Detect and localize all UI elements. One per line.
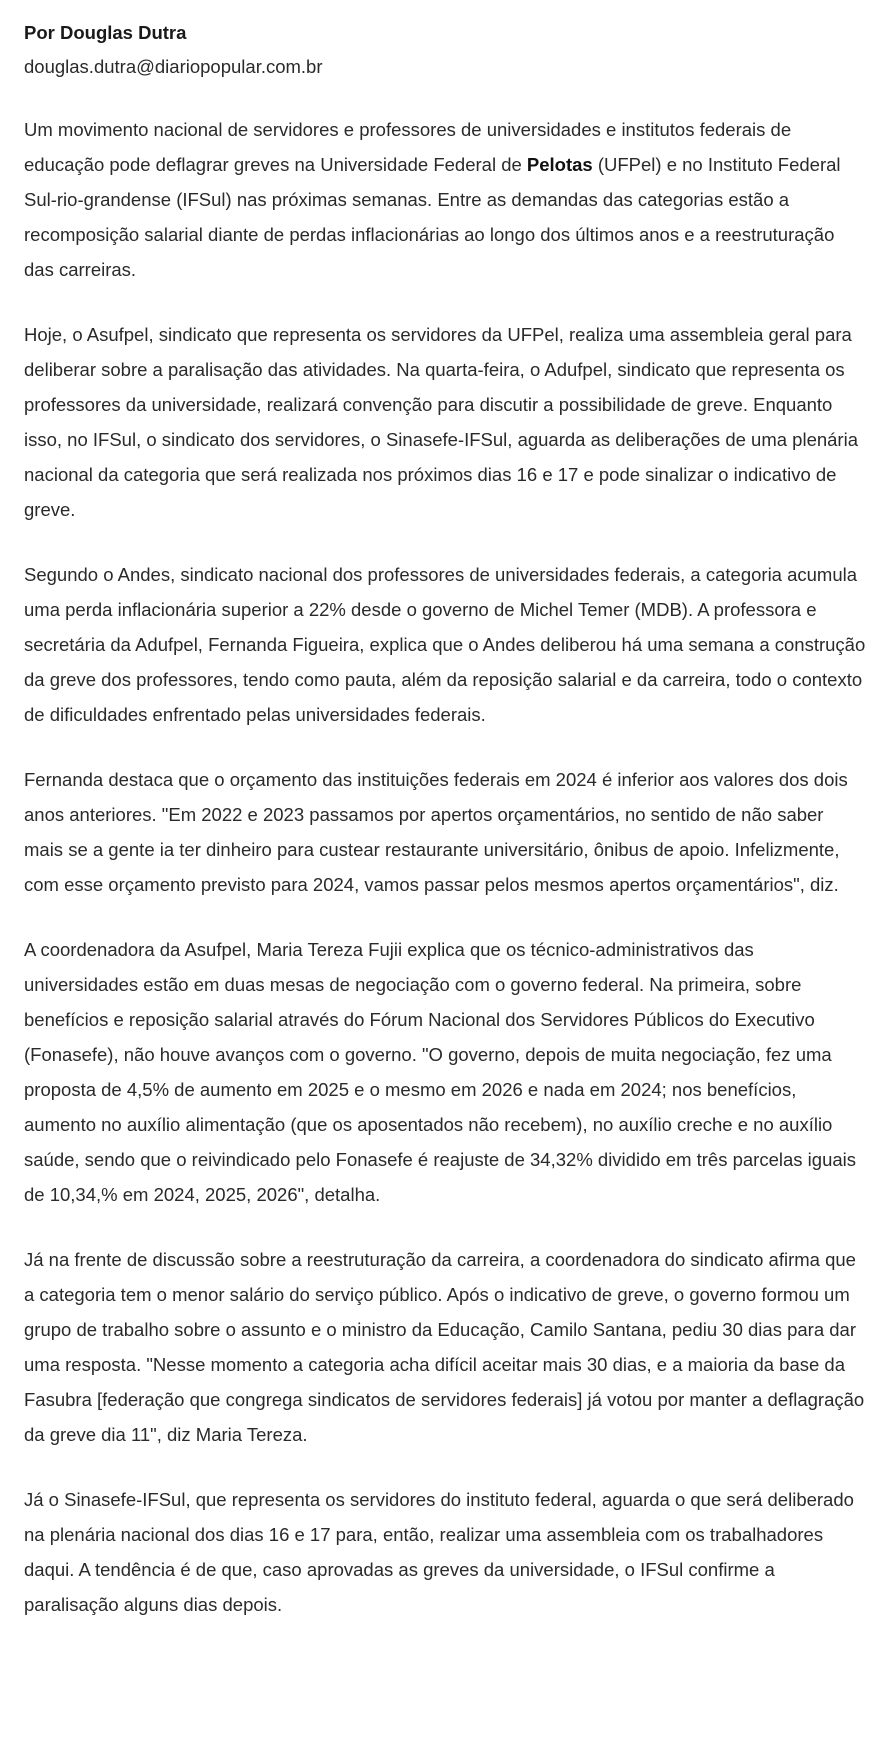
author-byline: Por Douglas Dutra <box>24 22 187 43</box>
author-email: douglas.dutra@diariopopular.com.br <box>24 56 323 77</box>
article-paragraph-6: Já na frente de discussão sobre a reestruturação da carreira, a coordenadora do sindicato afirma que a categoria tem o menor salário do serviço público. Após o indicativo de greve, o governo formou um grupo de trabalho sobre o assunto e o ministro da Educação, Camilo Santana, pediu 30 dias para dar uma resposta. "Nesse momento a categoria acha difícil aceitar mais 30 dias, e a maioria da base da Fasubra [federação que congrega sindicatos de servidores federais] já votou por manter a deflagração da greve dia 11", diz Maria Tereza. <box>24 1249 865 1445</box>
article-paragraph-7: Já o Sinasefe-IFSul, que representa os servidores do instituto federal, aguarda o que será deliberado na plenária nacional dos dias 16 e 17 para, então, realizar uma assembleia com os trabalhadores daqui. A tendência é de que, caso aprovadas as greves da universidade, o IFSul confirme a paralisação alguns dias depois. <box>24 1489 854 1615</box>
article-paragraph-2: Hoje, o Asufpel, sindicato que representa os servidores da UFPel, realiza uma assembleia geral para deliberar sobre a paralisação das atividades. Na quarta-feira, o Adufpel, sindicato que representa os professores da universidade, realizará convenção para discutir a possibilidade de greve. Enquanto isso, no IFSul, o sindicato dos servidores, o Sinasefe-IFSul, aguarda as deliberações de uma plenária nacional da categoria que será realizada nos próximos dias 16 e 17 e pode sinalizar o indicativo de greve. <box>24 324 858 520</box>
highlighted-city: Pelotas <box>526 154 593 175</box>
article-paragraph-1 <box>24 112 867 287</box>
article-paragraph-4: Fernanda destaca que o orçamento das instituições federais em 2024 é inferior aos valores dos dois anos anteriores. "Em 2022 e 2023 passamos por apertos orçamentários, no sentido de não saber mais se a gente ia ter dinheiro para custear restaurante universitário, ônibus de apoio. Infelizmente, com esse orçamento previsto para 2024, vamos passar pelos mesmos apertos orçamentários", diz. <box>24 769 848 895</box>
article-paragraph-5: A coordenadora da Asufpel, Maria Tereza Fujii explica que os técnico-administrativos das universidades estão em duas mesas de negociação com o governo federal. Na primeira, sobre benefícios e reposição salarial através do Fórum Nacional dos Servidores Públicos do Executivo (Fonasefe), não houve avanços com o governo. "O governo, depois de muita negociação, fez uma proposta de 4,5% de aumento em 2025 e o mesmo em 2026 e nada em 2024; nos benefícios, aumento no auxílio alimentação (que os aposentados não recebem), no auxílio creche e no auxílio saúde, sendo que o reivindicado pelo Fonasefe é reajuste de 34,32% dividido em três parcelas iguais de 10,34,% em 2024, 2025, 2026", detalha. <box>24 939 857 1205</box>
paragraph-text: Um movimento nacional de servidores e professores de universidades e institutos federais de educação pode deflagrar greves na Universidade Federal de <box>24 119 792 175</box>
article-paragraph-3: Segundo o Andes, sindicato nacional dos professores de universidades federais, a categoria acumula uma perda inflacionária superior a 22% desde o governo de Michel Temer (MDB). A professora e secretária da Adufpel, Fernanda Figueira, explica que o Andes deliberou há uma semana a construção da greve dos professores, tendo como pauta, além da reposição salarial e da carreira, todo o contexto de dificuldades enfrentado pelas universidades federais. <box>24 564 866 725</box>
paragraph-text: (UFPel) e no Instituto Federal Sul-rio-grandense (IFSul) nas próximas semanas. Entre as demandas das categorias estão a recomposição salarial diante de perdas inflacionárias ao longo dos últimos anos e a reestruturação das carreiras. <box>24 154 841 280</box>
